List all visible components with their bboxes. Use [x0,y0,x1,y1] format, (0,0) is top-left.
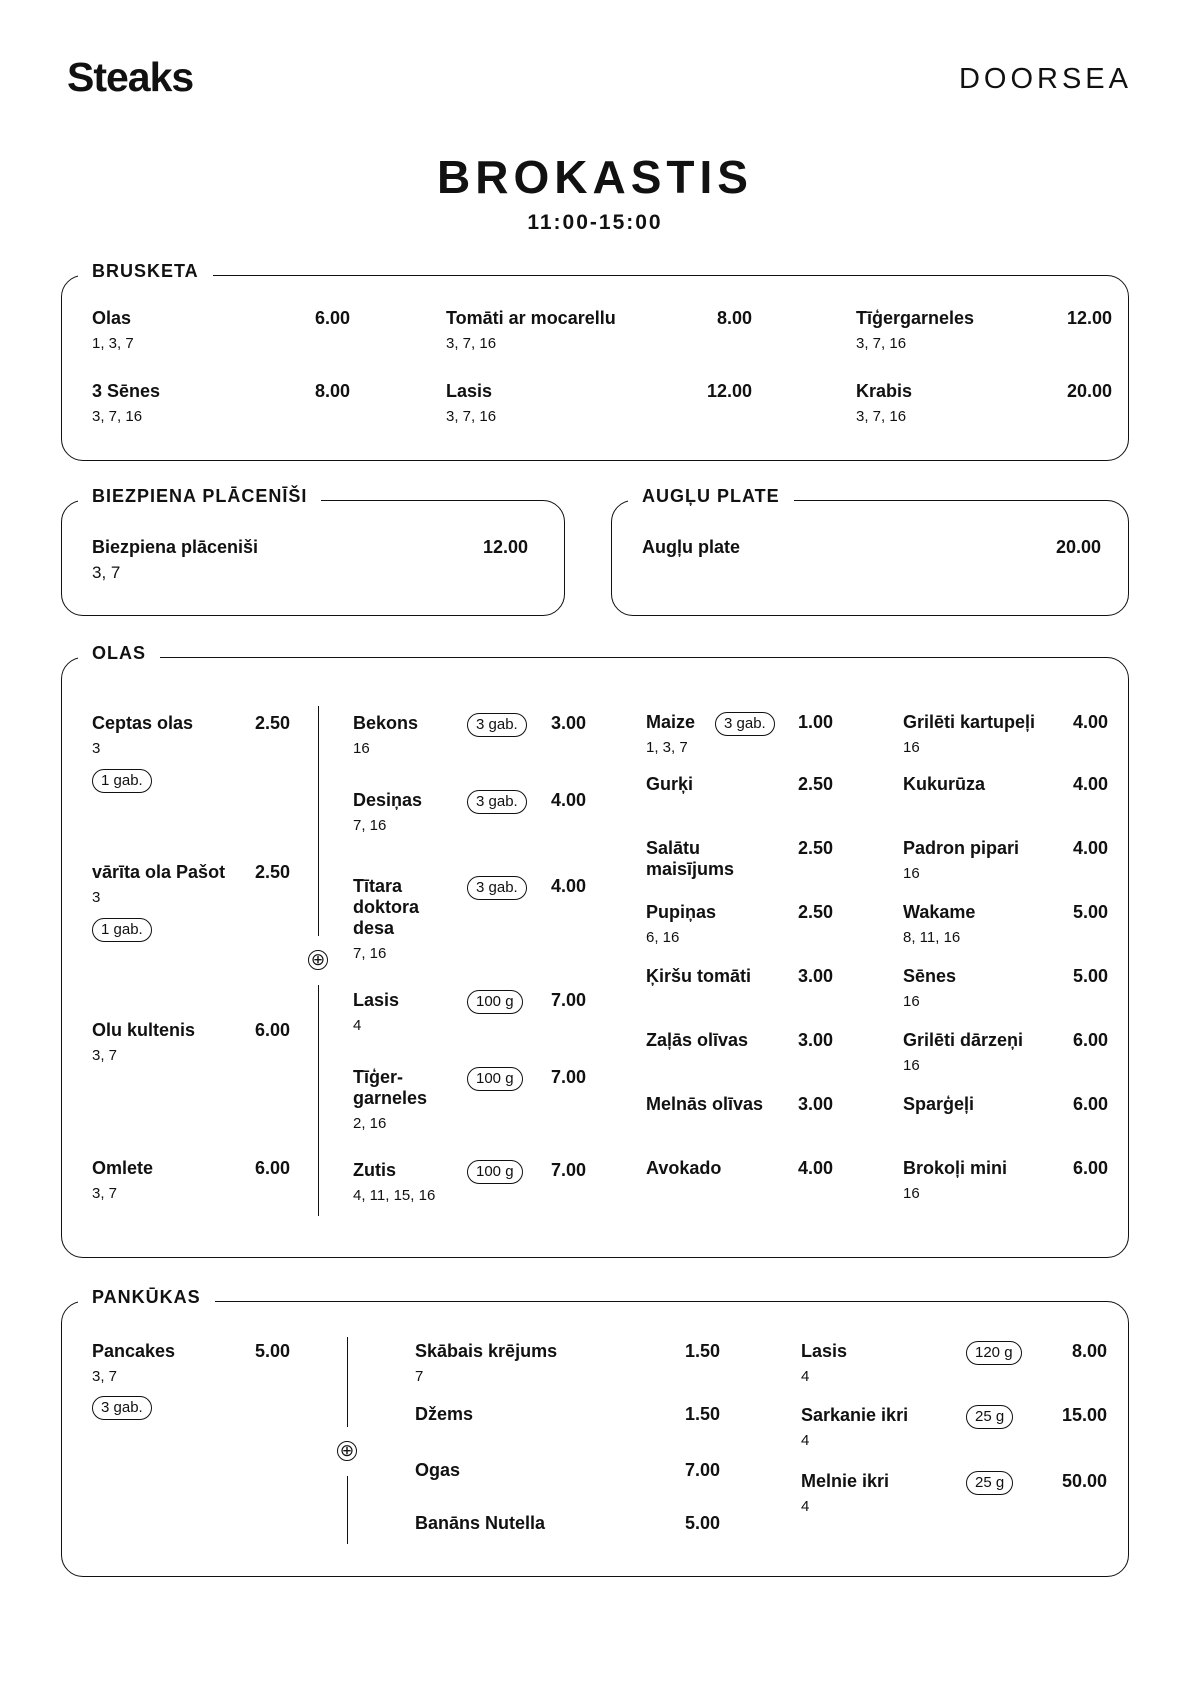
item-allergens: 16 [903,865,920,882]
item-name: vārīta ola Pašot [92,862,226,882]
item-name: Zutis [353,1160,396,1180]
menu-item [415,1513,635,1534]
portion-badge: 3 gab. [467,876,527,900]
item-name: Melnie ikri [801,1471,890,1491]
item-allergens: 7 [415,1368,424,1385]
item-name: Banāns Nutella [415,1513,546,1533]
menu-item [353,790,453,834]
divider-line [347,1337,348,1427]
portion-badge: 1 gab. [92,918,152,942]
item-allergens: 3, 7 [92,1368,118,1385]
item-price: 12.00 [706,381,752,401]
portion-badge: 25 g [966,1471,1013,1495]
item-price: 20.00 [1055,537,1101,557]
item-name: Pupiņas [646,902,717,922]
item-allergens: 6, 16 [646,929,680,946]
item-name: Krabis [856,381,913,401]
item-name: Tītara doktora desa [353,876,420,938]
menu-item [801,1341,961,1385]
item-name: Padron pipari [903,838,1020,858]
item-price: 4.00 [550,790,586,810]
item-allergens: 3, 7, 16 [92,408,143,425]
divider-line [318,706,319,936]
menu-item [353,713,453,757]
item-name: Tomāti ar mocarellu [446,308,616,328]
item-price: 5.00 [684,1513,720,1533]
portion-badge: 1 gab. [92,769,152,793]
item-name: Lasis [353,990,400,1010]
portion-badge: 25 g [966,1405,1013,1429]
item-price: 2.50 [797,838,833,858]
item-price: 7.00 [550,990,586,1010]
item-name: Sparģeļi [903,1094,975,1114]
divider-line [318,985,319,1216]
item-name: Grilēti kartupeļi [903,712,1036,732]
item-price: 8.00 [314,381,350,401]
menu-item [415,1341,635,1385]
item-name: Tīģer-garneles [353,1067,428,1108]
item-allergens: 4 [801,1498,810,1515]
item-price: 4.00 [1072,774,1108,794]
section-auglu [611,486,1129,616]
portion-badge: 100 g [467,990,523,1014]
menu-item [446,381,686,425]
brand-logo-doorsea: DOORSEA [958,63,1132,95]
item-price: 4.00 [1072,838,1108,858]
item-name: Gurķi [646,774,694,794]
item-allergens: 3, 7 [92,1047,118,1064]
menu-item [92,537,258,581]
item-allergens: 16 [903,1057,920,1074]
item-allergens: 3, 7, 16 [856,335,907,352]
portion-badge: 3 gab. [467,790,527,814]
portion-badge: 3 gab. [92,1396,152,1420]
item-price: 3.00 [797,1094,833,1114]
item-allergens: 2, 16 [353,1115,387,1132]
item-allergens: 4 [801,1368,810,1385]
menu-item [801,1405,961,1449]
item-allergens: 3, 7, 16 [856,408,907,425]
item-price: 7.00 [684,1460,720,1480]
item-name: Augļu plate [642,537,740,557]
item-name: Džems [415,1404,474,1424]
item-allergens: 16 [353,740,370,757]
item-allergens: 16 [903,993,920,1010]
item-price: 8.00 [716,308,752,328]
item-name: Zaļās olīvas [646,1030,749,1050]
item-allergens: 3, 7, 16 [446,335,497,352]
item-name: Biezpiena plāceniši [92,537,259,557]
menu-item [646,712,706,756]
item-name: Maize [646,712,696,732]
item-allergens: 1, 3, 7 [646,739,688,756]
item-allergens: 3, 7 [92,1185,118,1202]
item-allergens: 7, 16 [353,945,387,962]
portion-badge: 120 g [966,1341,1022,1365]
item-name: Tīģergarneles [856,308,975,328]
item-name: Lasis [801,1341,848,1361]
section-label: OLAS [78,643,160,664]
opening-hours: 11:00-15:00 [527,211,663,234]
item-price: 5.00 [254,1341,290,1361]
item-price: 50.00 [1061,1471,1107,1491]
portion-badge: 100 g [467,1160,523,1184]
item-name: Ceptas olas [92,713,194,733]
menu-item [353,1160,453,1204]
menu-item [353,1067,453,1132]
item-allergens: 4 [801,1432,810,1449]
divider-line [347,1476,348,1544]
item-allergens: 16 [903,739,920,756]
item-price: 3.00 [550,713,586,733]
menu-item [415,1460,635,1481]
item-price: 6.00 [1072,1094,1108,1114]
item-name: Bekons [353,713,419,733]
item-name: Skābais krējums [415,1341,558,1361]
plus-icon: ⊕ [337,1441,357,1461]
item-name: Grilēti dārzeņi [903,1030,1024,1050]
portion-badge: 3 gab. [715,712,775,736]
item-name: Sarkanie ikri [801,1405,909,1425]
item-name: Ķiršu tomāti [646,966,752,986]
item-price: 3.00 [797,966,833,986]
item-allergens: 4, 11, 15, 16 [353,1187,436,1204]
item-price: 3.00 [797,1030,833,1050]
plus-icon: ⊕ [308,950,328,970]
menu-item [446,308,686,352]
item-price: 6.00 [1072,1030,1108,1050]
item-allergens: 3, 7, 16 [446,408,497,425]
item-price: 12.00 [1066,308,1112,328]
item-price: 1.50 [684,1404,720,1424]
item-allergens: 7, 16 [353,817,387,834]
item-price: 7.00 [550,1067,586,1087]
item-name: Pancakes [92,1341,176,1361]
item-price: 5.00 [1072,902,1108,922]
item-name: Brokoļi mini [903,1158,1008,1178]
item-price: 2.50 [254,713,290,733]
item-allergens: 8, 11, 16 [903,929,961,946]
item-name: Avokado [646,1158,722,1178]
item-name: Wakame [903,902,976,922]
item-price: 6.00 [1072,1158,1108,1178]
item-price: 4.00 [550,876,586,896]
item-allergens: 1, 3, 7 [92,335,134,352]
item-name: Kukurūza [903,774,986,794]
item-name: Salātu maisījums [646,838,735,879]
item-price: 4.00 [797,1158,833,1178]
item-price: 6.00 [254,1020,290,1040]
menu-item [415,1404,635,1425]
section-label: PANKŪKAS [78,1287,215,1308]
item-allergens: 3 [92,889,101,906]
menu-item [353,990,453,1034]
item-name: Lasis [446,381,493,401]
item-price: 6.00 [314,308,350,328]
item-allergens: 3, 7 [92,563,121,582]
item-price: 6.00 [254,1158,290,1178]
portion-badge: 100 g [467,1067,523,1091]
item-name: Omlete [92,1158,154,1178]
item-name: Desiņas [353,790,423,810]
item-allergens: 3 [92,740,101,757]
item-price: 12.00 [482,537,528,557]
item-price: 15.00 [1061,1405,1107,1425]
item-price: 5.00 [1072,966,1108,986]
item-name: Olu kultenis [92,1020,196,1040]
item-price: 20.00 [1066,381,1112,401]
page-title: BROKASTIS [437,151,753,203]
item-name: Ogas [415,1460,461,1480]
item-name: Olas [92,308,132,328]
item-allergens: 4 [353,1017,362,1034]
item-price: 2.50 [254,862,290,882]
item-price: 7.00 [550,1160,586,1180]
item-name: Melnās olīvas [646,1094,764,1114]
section-label: BIEZPIENA PLĀCENĪŠI [78,486,321,507]
menu-item [642,537,740,558]
item-price: 2.50 [797,902,833,922]
menu-item [353,876,453,962]
brand-logo-steaks: Steaks [67,54,194,100]
item-allergens: 16 [903,1185,920,1202]
item-price: 8.00 [1071,1341,1107,1361]
item-price: 2.50 [797,774,833,794]
section-label: BRUSKETA [78,261,213,282]
item-price: 4.00 [1072,712,1108,732]
section-label: AUGĻU PLATE [628,486,794,507]
menu-item [801,1471,961,1515]
portion-badge: 3 gab. [467,713,527,737]
item-name: Sēnes [903,966,957,986]
item-price: 1.00 [797,712,833,732]
item-name: 3 Sēnes [92,381,161,401]
item-price: 1.50 [684,1341,720,1361]
section-brusketa [61,261,1129,461]
